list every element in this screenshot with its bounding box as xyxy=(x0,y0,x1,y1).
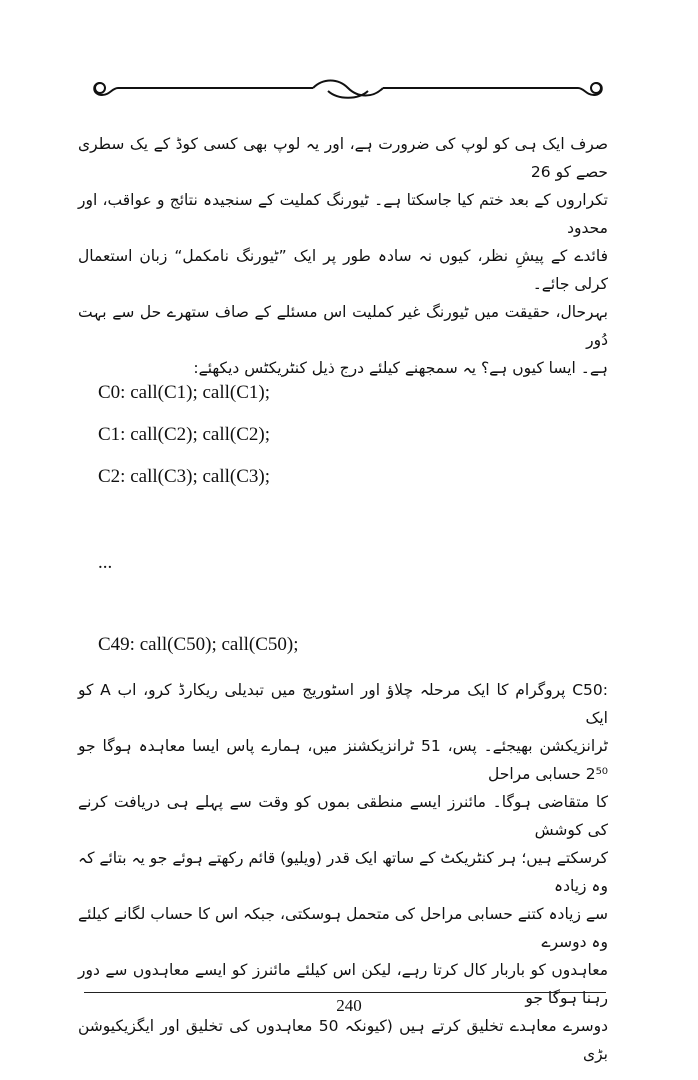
text-line: صرف ایک ہی کو لوپ کی ضرورت ہے، اور یہ لوپ بھی کسی کوڈ کے یک سطری حصے کو 26 xyxy=(78,135,608,181)
text-line: :C50 پروگرام کا ایک مرحلہ چلاؤ اور اسٹوریج میں تبدیلی ریکارڈ کرو، اب A کو ایک xyxy=(78,681,608,727)
text-line: ہے۔ ایسا کیوں ہے؟ یہ سمجھنے کیلئے درج ذیل کنٹریکٹس دیکھئے: xyxy=(193,359,608,377)
text-line: سے زیادہ کتنے حسابی مراحل کی متحمل ہوسکتی، جبکہ اس کا حساب لگانے کیلئے وہ دوسرے xyxy=(78,905,608,951)
header-ornament xyxy=(88,74,608,106)
code-line-c0: C0: call(C1); call(C1); xyxy=(98,382,271,403)
text-line: معاہدوں کو باربار کال کرتا رہے، لیکن اس کیلئے مائنرز کو ایسے معاہدوں سے دور رہنا ہوگا جو xyxy=(78,961,608,1007)
page-number: 240 xyxy=(336,996,362,1015)
code-ellipsis: ... xyxy=(98,552,113,573)
text-line: بہرحال، حقیقت میں ٹیورنگ غیر کملیت اس مسئلے کے صاف ستھرے حل سے بہت دُور xyxy=(78,303,608,349)
code-line-c2: C2: call(C3); call(C3); xyxy=(98,466,271,487)
footer-rule xyxy=(84,992,606,993)
text-line: دوسرے معاہدے تخلیق کرتے ہیں (کیونکہ 50 معاہدوں کی تخلیق اور ایگزیکیوشن بڑی xyxy=(78,1017,608,1063)
code-line-c1: C1: call(C2); call(C2); xyxy=(98,424,271,445)
paragraph-1 xyxy=(78,130,608,382)
text-line: تکراروں کے بعد ختم کیا جاسکتا ہے۔ ٹیورنگ کملیت کے سنجیدہ نتائج و عواقب، اور محدود xyxy=(78,191,608,237)
text-line: کرسکتے ہیں؛ ہر کنٹریکٹ کے ساتھ ایک قدر (ویلیو) قائم رکھتے ہوئے جو یہ بتائے کہ وہ زیادہ xyxy=(78,849,608,895)
text-line: کا متقاضی ہوگا۔ مائنرز ایسے منطقی بموں کو وقت سے پہلے ہی دریافت کرنے کی کوشش xyxy=(78,793,608,839)
text-line: فائدے کے پیشِ نظر، کیوں نہ سادہ طور پر ایک ”ٹیورنگ نامکمل“ زبان استعمال کرلی جائے۔ xyxy=(78,247,608,293)
code-line-c49: C49: call(C50); call(C50); xyxy=(98,634,299,655)
text-line: ٹرانزیکشن بھیجئے۔ پس، 51 ٹرانزیکشنز میں، ہمارے پاس ایسا معاہدہ ہوگا جو 2⁵⁰ حسابی مراحل xyxy=(78,737,608,783)
